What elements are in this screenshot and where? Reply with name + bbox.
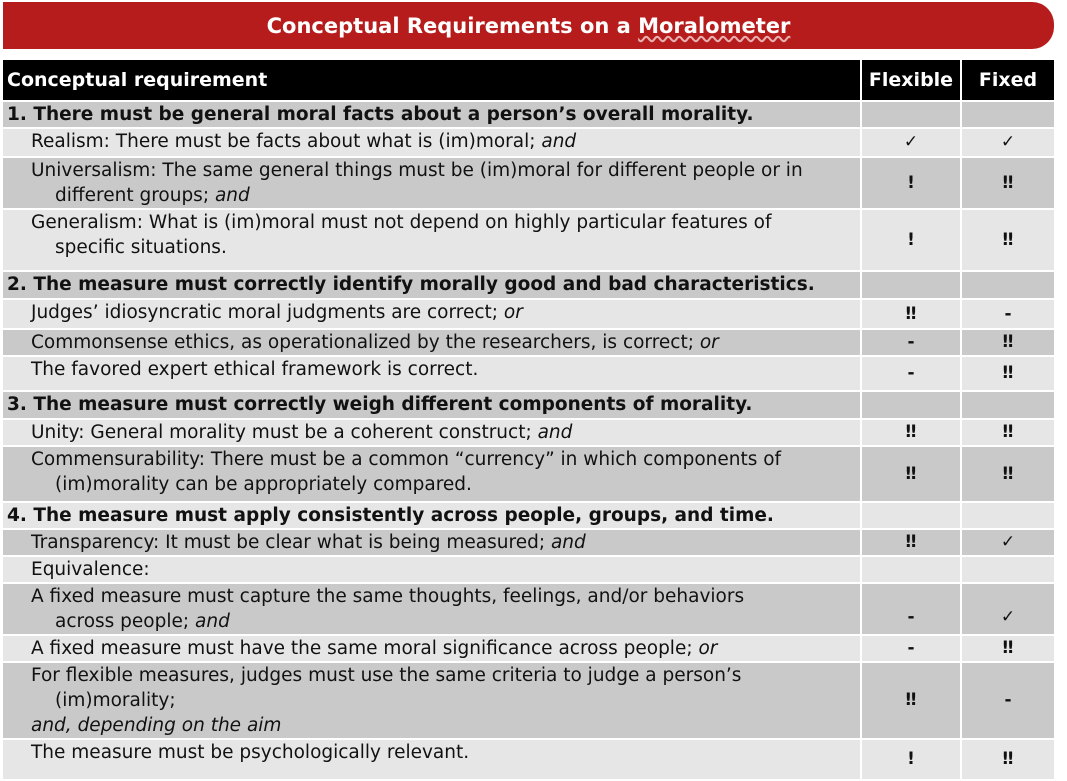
- table-row: [3, 157, 1054, 209]
- fixed-mark: ‼: [961, 329, 1054, 356]
- requirement-text: Unity: General morality must be a coherent construct; and: [3, 419, 861, 446]
- requirement-text: Transparency: It must be clear what is being measured; and: [3, 529, 861, 556]
- requirement-text: A fixed measure must have the same moral significance across people; or: [3, 635, 861, 662]
- requirement-text: Realism: There must be facts about what is (im)moral; and: [3, 128, 861, 157]
- flexible-mark: [861, 502, 961, 529]
- requirement-text: Judges’ idiosyncratic moral judgments are correct; or: [3, 299, 861, 329]
- fixed-mark: [961, 271, 1054, 299]
- fixed-mark: [961, 101, 1054, 128]
- table-row: [3, 209, 1054, 271]
- requirement-text: For flexible measures, judges must use the same criteria to judge a person’s (im)morality; and, depending on the aim: [3, 662, 861, 739]
- fixed-mark: ‼: [961, 356, 1054, 391]
- requirement-text: A fixed measure must capture the same thoughts, feelings, and/or behaviors across people; and: [3, 583, 861, 635]
- flexible-mark: [861, 391, 961, 419]
- flexible-mark: [861, 101, 961, 128]
- fixed-mark: ✓: [961, 529, 1054, 556]
- requirement-text: The favored expert ethical framework is correct.: [3, 356, 861, 391]
- requirement-text: Equivalence:: [3, 556, 861, 583]
- table-row: [3, 583, 1054, 635]
- section-heading: 3. The measure must correctly weigh different components of morality.: [3, 391, 861, 419]
- col-header-fixed: Fixed: [961, 60, 1054, 101]
- fixed-mark: ‼: [961, 419, 1054, 446]
- table-row: [3, 739, 1054, 779]
- flexible-mark: -: [861, 356, 961, 391]
- table-row: [3, 128, 1054, 157]
- fixed-mark: [961, 556, 1054, 583]
- table-row: [3, 329, 1054, 356]
- table-row: [3, 502, 1054, 529]
- fixed-mark: -: [961, 662, 1054, 739]
- table-row: [3, 556, 1054, 583]
- title-text: Conceptual Requirements on a: [266, 13, 639, 38]
- page-title: [3, 2, 1054, 49]
- requirement-text: Generalism: What is (im)moral must not depend on highly particular features of specific situations.: [3, 209, 861, 271]
- flexible-mark: ‼: [861, 529, 961, 556]
- fixed-mark: ‼: [961, 739, 1054, 779]
- table-row: [3, 446, 1054, 502]
- requirement-text: Commonsense ethics, as operationalized by the researchers, is correct; or: [3, 329, 861, 356]
- section-heading: 1. There must be general moral facts about a person’s overall morality.: [3, 101, 861, 128]
- table-row: [3, 356, 1054, 391]
- table-row: [3, 662, 1054, 739]
- col-header-flexible: Flexible: [861, 60, 961, 101]
- flexible-mark: -: [861, 583, 961, 635]
- requirement-text: Universalism: The same general things must be (im)moral for different people or in different groups; and: [3, 157, 861, 209]
- flexible-mark: !: [861, 209, 961, 271]
- fixed-mark: ‼: [961, 157, 1054, 209]
- flexible-mark: ‼: [861, 662, 961, 739]
- section-heading: 2. The measure must correctly identify morally good and bad characteristics.: [3, 271, 861, 299]
- col-header-requirement: Conceptual requirement: [3, 60, 861, 101]
- flexible-mark: [861, 271, 961, 299]
- table-row: [3, 529, 1054, 556]
- fixed-mark: ‼: [961, 635, 1054, 662]
- flexible-mark: [861, 556, 961, 583]
- flexible-mark: ‼: [861, 299, 961, 329]
- flexible-mark: !: [861, 739, 961, 779]
- fixed-mark: ‼: [961, 209, 1054, 271]
- flexible-mark: -: [861, 635, 961, 662]
- flexible-mark: ✓: [861, 128, 961, 157]
- fixed-mark: ‼: [961, 446, 1054, 502]
- section-heading: 4. The measure must apply consistently across people, groups, and time.: [3, 502, 861, 529]
- table-row: [3, 101, 1054, 128]
- fixed-mark: ✓: [961, 128, 1054, 157]
- table-row: [3, 271, 1054, 299]
- table-row: [3, 419, 1054, 446]
- requirements-table: [3, 60, 1054, 779]
- flexible-mark: -: [861, 329, 961, 356]
- flexible-mark: ‼: [861, 419, 961, 446]
- fixed-mark: ✓: [961, 583, 1054, 635]
- requirement-text: Commensurability: There must be a common “currency” in which components of (im)morality can be appropriately compared.: [3, 446, 861, 502]
- fixed-mark: [961, 502, 1054, 529]
- title-word: Moralometer: [638, 13, 791, 38]
- table-row: [3, 391, 1054, 419]
- table-row: [3, 299, 1054, 329]
- fixed-mark: [961, 391, 1054, 419]
- table-row: [3, 635, 1054, 662]
- flexible-mark: ‼: [861, 446, 961, 502]
- fixed-mark: -: [961, 299, 1054, 329]
- requirement-text: The measure must be psychologically relevant.: [3, 739, 861, 779]
- flexible-mark: !: [861, 157, 961, 209]
